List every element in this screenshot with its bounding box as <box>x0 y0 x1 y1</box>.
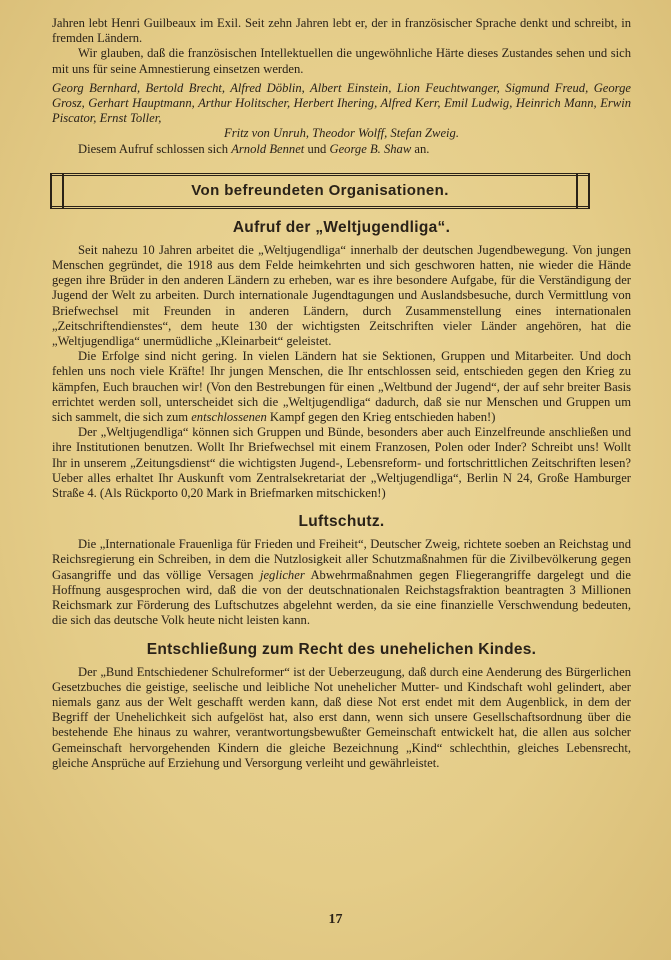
luftschutz-text: Die „Internationale Frauenliga für Frieden und Freiheit“, Deutscher Zweig, richtete soeben an Reichstag und Reichsregierung ein Schreiben, in dem die Nutzlosigkeit aller Schutzmaßnahmen für die Zivilbevölkerung gegen Gasangriffe und das völlige Versagen <box>52 537 631 582</box>
intro-paragraph-2: Wir glauben, daß die französischen Intellektuellen die ungewöhnliche Härte dieses Zustandes sehen und sich mit uns für seine Amnestierung einsetzen werden. <box>52 46 631 76</box>
luftschutz-paragraph <box>52 537 631 628</box>
intro-p3-text: Diesem Aufruf schlossen sich <box>78 141 232 156</box>
intro-paragraph-1: Jahren lebt Henri Guilbeaux im Exil. Seit zehn Jahren lebt er, der in französischer Sprache denkt und schreibt, in fremden Ländern. <box>52 16 631 46</box>
name-shaw: George B. Shaw <box>329 141 412 156</box>
weltjugendliga-paragraph-1: Seit nahezu 10 Jahren arbeitet die „Weltjugendliga“ innerhalb der deutschen Jugendbewegung. Von jungen Menschen gegründet, die 1918 aus dem Felde heimkehrten und sich geschworen hatten, nie wieder die Hände gegen ihre Brüder in den anderen Ländern zu erheben, war es ihre besondere Aufgabe, für die Verständigung der Jugend der Welt zu arbeiten. Durch internationale Jugendtagungen und Auslandsbesuche, durch Vermittlung von Briefwechsel mit Freunden in anderen Ländern, durch Zusammenstellung eines internationalen „Zeitschriftendienstes“, dem heute 130 der wichtigsten Zeitschriften vieler Länder angehören, hat die „Weltjugendliga“ unermüdliche „Kleinarbeit“ geleistet. <box>52 242 631 349</box>
weltjugendliga-heading: Aufruf der „Weltjugendliga“. <box>232 218 451 236</box>
luftschutz-end: Abwehrmaßnahmen gegen Fliegerangriffe dargelegt und die Hoffnung ausgesprochen wird, daß die von der deutschnationalen Reichstagsfraktion beantragten 3 Millionen Reichsmark zur Förderung des Luftschutzes abgelehnt werden, da sie eine finanzielle Verschwendung bedeuten, die sich das deutsche Volk heute nicht leisten kann. <box>52 567 631 628</box>
section-banner <box>50 173 590 209</box>
signatories-list-end: Fritz von Unruh, Theodor Wolff, Stefan Zweig. <box>224 126 459 141</box>
wjl-p2-emphasis: entschlossenen <box>191 410 267 425</box>
banner-title: Von befreundeten Organisationen. <box>191 182 449 200</box>
intro-p3-and: und <box>304 141 330 156</box>
weltjugendliga-paragraph-2 <box>52 349 631 425</box>
intro-p3-end: an. <box>411 141 430 156</box>
wjl-p2-end: Kampf gegen den Krieg entschieden haben!) <box>266 410 496 425</box>
kindes-paragraph: Der „Bund Entschiedener Schulreformer“ ist der Ueberzeugung, daß durch eine Aenderung des Bürgerlichen Gesetzbuches die geistige, seelische und leibliche Not unehelicher Mutter- und Kindschaft wohl gelindert, aber niemals ganz aus der Welt geschafft werden kann, daß diese Not erst endet mit dem Augenblick, in dem der Begriff der Unehelichkeit sich aufgelöst hat, also erst dann, wenn sich unsere Gesellschaftsordnung über die bestehende Ehe hinaus zu wahrer, verantwortungsbewußter Gemeinschaft entwickelt hat, die allen aus solcher Gemeinschaft hervorgehenden Kindern die gleiche Bezeichnung „Kind“ schlechthin, gleiches Lebensrecht, gleiche Ansprüche auf Erziehung und Versorgung verleiht und gewährleistet. <box>52 664 631 770</box>
intro-paragraph-3 <box>52 142 631 157</box>
signatories-list: Georg Bernhard, Bertold Brecht, Alfred Döblin, Albert Einstein, Lion Feuchtwanger, Sigmund Freud, George Grosz, Gerhart Hauptmann, Arthur Holitscher, Herbert Ihering, Alfred Kerr, Emil Ludwig, Heinrich Mann, Erwin Piscator, Ernst Toller, <box>52 80 631 126</box>
kindes-heading: Entschließung zum Recht des unehelichen Kindes. <box>146 640 537 658</box>
wjl-p2-text: Die Erfolge sind nicht gering. In vielen Ländern hat sie Sektionen, Gruppen und Mitarbeiter. Und doch fehlen uns noch viele Kräfte! Ihr jungen Menschen, die Ihr entschlossen seid, entschieden gegen den Krieg zu kämpfen, Euch brauchen wir! (Von den Bestrebungen für einen „Weltbund der Jugend“, der auf sehr breiter Basis errichtet werden soll, unterscheidet sich die „Weltjugendliga“ dadurch, daß sie nur Menschen und Gruppen um sich sammelt, die sich zum <box>52 349 631 425</box>
banner-left-bar <box>50 173 64 209</box>
page-number: 17 <box>328 912 343 927</box>
weltjugendliga-paragraph-3: Der „Weltjugendliga“ können sich Gruppen und Bünde, besonders aber auch Einzelfreunde anschließen und ihre Institutionen benutzen. Wollt Ihr Briefwechsel mit einem Franzosen, Polen oder Inder? Schreibt uns! Wollt Ihr in unserem „Zeitungsdienst“ die wichtigsten Jugend-, Lebensreform- und fortschrittlichen Zeitschriften lesen? Ueber alles erhaltet Ihr Auskunft vom Zentralsekretariat der „Weltjugendliga“, Berlin N 24, Große Hamburger Straße 4. (Als Rückporto 0,20 Mark in Briefmarken mitschicken!) <box>52 425 631 501</box>
luftschutz-emphasis: jeglicher <box>259 567 305 582</box>
name-bennet: Arnold Bennet <box>231 141 305 156</box>
luftschutz-heading: Luftschutz. <box>298 513 385 531</box>
banner-right-bar <box>576 173 590 209</box>
